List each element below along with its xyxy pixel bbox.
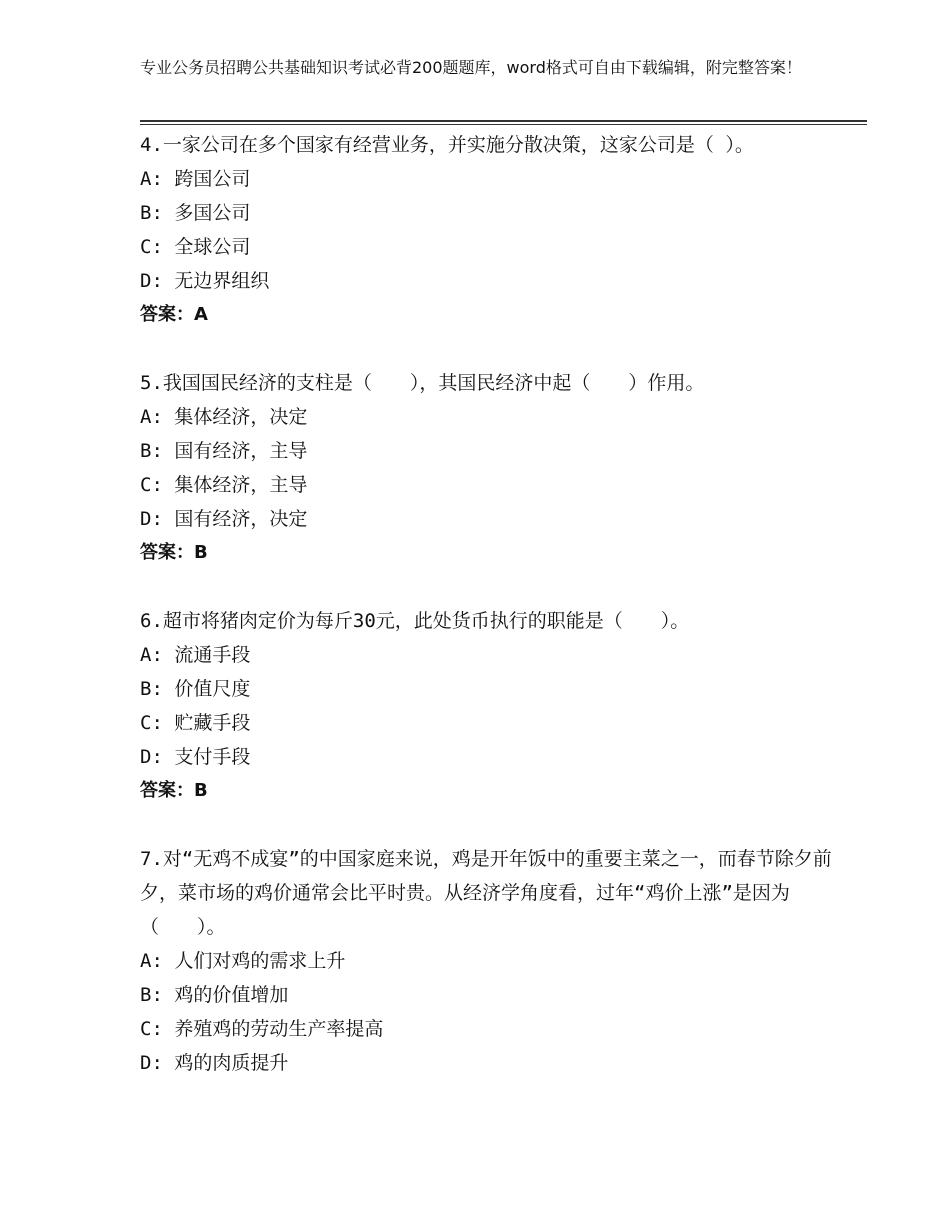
option-c: C: 集体经济，主导 <box>140 474 308 496</box>
option-b: B: 多国公司 <box>140 202 251 224</box>
option-a: A: 人们对鸡的需求上升 <box>140 950 346 972</box>
question-text: 7.对“无鸡不成宴”的中国家庭来说，鸡是开年饭中的重要主菜之一，而春节除夕前夕，菜市场的鸡价通常会比平时贵。从经济学角度看，过年“鸡价上涨”是因为（ ）。 <box>140 848 832 938</box>
question-7 <box>140 842 840 1080</box>
option-c: C: 养殖鸡的劳动生产率提高 <box>140 1018 384 1040</box>
answer: 答案：B <box>140 542 208 563</box>
question-5 <box>140 366 840 570</box>
option-a: A: 流通手段 <box>140 644 251 666</box>
option-b: B: 价值尺度 <box>140 678 251 700</box>
option-c: C: 全球公司 <box>140 236 251 258</box>
question-list <box>140 128 840 1114</box>
question-text: 5.我国国民经济的支柱是（ ），其国民经济中起（ ）作用。 <box>140 372 705 394</box>
option-d: D: 支付手段 <box>140 746 251 768</box>
option-d: D: 鸡的肉质提升 <box>140 1052 289 1074</box>
option-c: C: 贮藏手段 <box>140 712 251 734</box>
option-b: B: 鸡的价值增加 <box>140 984 289 1006</box>
answer: 答案：B <box>140 780 208 801</box>
question-4 <box>140 128 840 332</box>
question-text: 4.一家公司在多个国家有经营业务，并实施分散决策，这家公司是（ ）。 <box>140 134 754 156</box>
option-b: B: 国有经济，主导 <box>140 440 308 462</box>
question-6 <box>140 604 840 808</box>
header-divider <box>140 120 867 125</box>
option-a: A: 集体经济，决定 <box>140 406 308 428</box>
question-text: 6.超市将猪肉定价为每斤30元，此处货币执行的职能是（ ）。 <box>140 610 690 632</box>
option-d: D: 国有经济，决定 <box>140 508 308 530</box>
document-header: 专业公务员招聘公共基础知识考试必背200题题库，word格式可自由下载编辑，附完整答案！ <box>140 58 802 77</box>
answer: 答案：A <box>140 304 208 325</box>
option-d: D: 无边界组织 <box>140 270 270 292</box>
option-a: A: 跨国公司 <box>140 168 251 190</box>
